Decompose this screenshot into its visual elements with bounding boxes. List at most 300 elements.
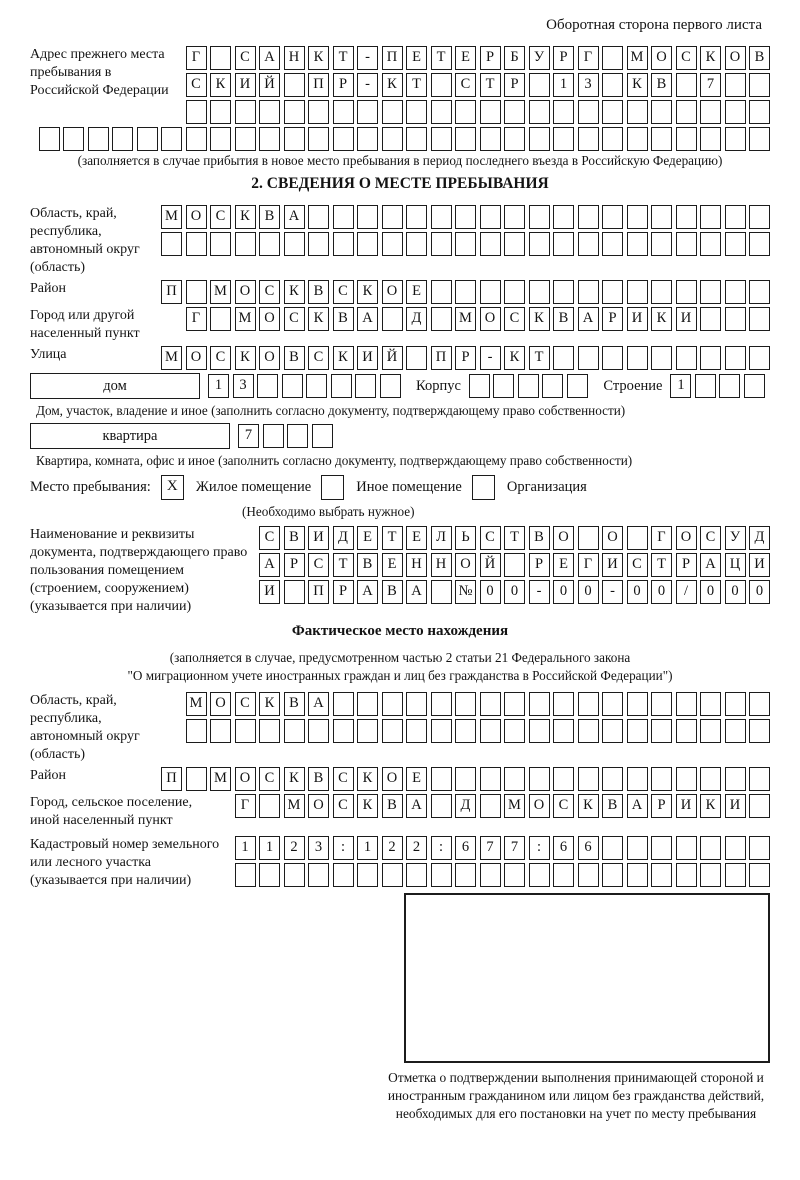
- grid-cell: С: [333, 280, 354, 304]
- street-row: [158, 346, 771, 370]
- grid-cell: [284, 863, 305, 887]
- grid-cell: [259, 794, 280, 818]
- grid-cell: 0: [700, 580, 721, 604]
- grid-cell: [749, 692, 770, 716]
- grid-cell: Г: [186, 46, 207, 70]
- grid-cell: К: [627, 73, 648, 97]
- grid-cell: [210, 100, 231, 124]
- grid-cell: [210, 127, 231, 151]
- grid-cell: [357, 863, 378, 887]
- stay-option-other-label: Иное помещение: [356, 479, 462, 495]
- grid-cell: [578, 767, 599, 791]
- grid-cell: [627, 205, 648, 229]
- page-header-note: Оборотная сторона первого листа: [546, 17, 762, 33]
- grid-cell: [529, 73, 550, 97]
- grid-cell: А: [357, 307, 378, 331]
- grid-cell: [578, 692, 599, 716]
- grid-cell: Р: [676, 553, 697, 577]
- grid-cell: А: [627, 794, 648, 818]
- cadastre-label: Кадастровый номер земельного или лесного участка (указывается при наличии): [30, 837, 220, 888]
- grid-cell: [627, 836, 648, 860]
- city-label: Город или другой населенный пункт: [30, 308, 140, 341]
- grid-cell: [406, 863, 427, 887]
- grid-cell: О: [186, 346, 207, 370]
- grid-cell: [542, 374, 563, 398]
- grid-cell: [333, 100, 354, 124]
- grid-cell: И: [259, 580, 280, 604]
- grid-cell: [480, 719, 501, 743]
- grid-cell: [308, 127, 329, 151]
- actual-district-row: [158, 767, 771, 791]
- grid-cell: [676, 205, 697, 229]
- grid-cell: О: [210, 692, 231, 716]
- cadastre-row-2: [231, 863, 770, 887]
- grid-cell: [235, 719, 256, 743]
- grid-cell: Е: [357, 526, 378, 550]
- grid-cell: 6: [578, 836, 599, 860]
- grid-cell: 1: [553, 73, 574, 97]
- grid-cell: [333, 719, 354, 743]
- grid-cell: [504, 767, 525, 791]
- grid-cell: [431, 580, 452, 604]
- section3-heading: Фактическое место нахождения: [291, 623, 509, 639]
- grid-cell: [725, 346, 746, 370]
- grid-cell: [210, 719, 231, 743]
- grid-cell: [578, 127, 599, 151]
- grid-cell: [529, 127, 550, 151]
- grid-cell: А: [357, 580, 378, 604]
- grid-cell: С: [480, 526, 501, 550]
- grid-cell: [725, 307, 746, 331]
- grid-cell: [602, 767, 623, 791]
- grid-cell: Р: [333, 73, 354, 97]
- grid-cell: К: [651, 307, 672, 331]
- grid-cell: 0: [553, 580, 574, 604]
- grid-cell: В: [333, 307, 354, 331]
- grid-cell: [480, 280, 501, 304]
- city-field: [30, 307, 770, 343]
- grid-cell: 1: [235, 836, 256, 860]
- grid-cell: [263, 424, 284, 448]
- grid-cell: [602, 46, 623, 70]
- grid-cell: [308, 863, 329, 887]
- grid-cell: К: [504, 346, 525, 370]
- grid-cell: [259, 100, 280, 124]
- grid-cell: Г: [235, 794, 256, 818]
- grid-cell: У: [725, 526, 746, 550]
- grid-cell: П: [308, 580, 329, 604]
- grid-cell: [431, 692, 452, 716]
- grid-cell: [504, 232, 525, 256]
- grid-cell: [455, 719, 476, 743]
- region-label: Область, край, республика, автономный округ (область): [30, 206, 140, 275]
- grid-cell: [651, 232, 672, 256]
- document-row-1: [256, 526, 771, 550]
- grid-cell: [382, 863, 403, 887]
- grid-cell: [553, 232, 574, 256]
- grid-cell: Е: [406, 280, 427, 304]
- grid-cell: [651, 836, 672, 860]
- grid-cell: [455, 232, 476, 256]
- grid-cell: [308, 232, 329, 256]
- grid-cell: [235, 127, 256, 151]
- grid-cell: :: [529, 836, 550, 860]
- previous-address-row-4: [30, 127, 770, 151]
- grid-cell: Т: [382, 526, 403, 550]
- grid-cell: [602, 346, 623, 370]
- grid-cell: [553, 692, 574, 716]
- grid-cell: [578, 719, 599, 743]
- grid-cell: К: [700, 794, 721, 818]
- grid-cell: [578, 232, 599, 256]
- grid-cell: К: [357, 794, 378, 818]
- grid-cell: 7: [480, 836, 501, 860]
- grid-cell: [504, 553, 525, 577]
- grid-cell: Й: [382, 346, 403, 370]
- grid-cell: 7: [504, 836, 525, 860]
- grid-cell: [725, 73, 746, 97]
- grid-cell: [333, 232, 354, 256]
- grid-cell: [676, 232, 697, 256]
- actual-region-field: [30, 692, 770, 764]
- grid-cell: [504, 692, 525, 716]
- grid-cell: [676, 767, 697, 791]
- grid-cell: [480, 863, 501, 887]
- grid-cell: М: [210, 767, 231, 791]
- grid-cell: [627, 719, 648, 743]
- grid-cell: [331, 374, 352, 398]
- grid-cell: [749, 205, 770, 229]
- grid-cell: [284, 232, 305, 256]
- grid-cell: [700, 767, 721, 791]
- grid-cell: [749, 794, 770, 818]
- grid-cell: П: [161, 280, 182, 304]
- grid-cell: [529, 692, 550, 716]
- grid-cell: [382, 307, 403, 331]
- grid-cell: [480, 692, 501, 716]
- grid-cell: [627, 767, 648, 791]
- stay-type-note: (Необходимо выбрать нужное): [242, 504, 415, 519]
- grid-cell: [333, 205, 354, 229]
- stay-option-housing-checkbox: X: [161, 475, 184, 500]
- grid-cell: [553, 767, 574, 791]
- apartment-box: квартира: [30, 423, 230, 449]
- grid-cell: -: [480, 346, 501, 370]
- grid-cell: [749, 346, 770, 370]
- grid-cell: М: [627, 46, 648, 70]
- grid-cell: -: [357, 46, 378, 70]
- grid-cell: [504, 127, 525, 151]
- grid-cell: 7: [238, 424, 259, 448]
- grid-cell: [308, 100, 329, 124]
- grid-cell: [308, 205, 329, 229]
- grid-cell: [235, 232, 256, 256]
- region-grid: [158, 205, 771, 256]
- grid-cell: [725, 232, 746, 256]
- previous-address-row-3: [182, 100, 770, 124]
- grid-cell: С: [259, 526, 280, 550]
- cadastre-row-1: [231, 836, 770, 860]
- grid-cell: В: [357, 553, 378, 577]
- grid-cell: [651, 205, 672, 229]
- grid-cell: [725, 863, 746, 887]
- document-row-3: [256, 580, 771, 604]
- stay-type-label: Место пребывания:: [30, 479, 151, 495]
- grid-cell: [406, 205, 427, 229]
- grid-cell: С: [186, 73, 207, 97]
- grid-cell: 3: [233, 374, 254, 398]
- grid-cell: Г: [578, 46, 599, 70]
- grid-cell: Д: [455, 794, 476, 818]
- grid-cell: Т: [480, 73, 501, 97]
- grid-cell: [284, 127, 305, 151]
- grid-cell: К: [529, 307, 550, 331]
- grid-cell: [651, 767, 672, 791]
- grid-cell: [406, 692, 427, 716]
- grid-cell: 1: [259, 836, 280, 860]
- grid-cell: [553, 205, 574, 229]
- grid-cell: [651, 863, 672, 887]
- grid-cell: О: [235, 767, 256, 791]
- grid-cell: [480, 767, 501, 791]
- grid-cell: И: [676, 307, 697, 331]
- grid-cell: [257, 374, 278, 398]
- grid-cell: [186, 127, 207, 151]
- grid-cell: [719, 374, 740, 398]
- grid-cell: [480, 232, 501, 256]
- grid-cell: [380, 374, 401, 398]
- grid-cell: [700, 100, 721, 124]
- grid-cell: М: [186, 692, 207, 716]
- grid-cell: [602, 100, 623, 124]
- grid-cell: [137, 127, 158, 151]
- grid-cell: Е: [382, 553, 403, 577]
- grid-cell: 1: [670, 374, 691, 398]
- grid-cell: [651, 127, 672, 151]
- grid-cell: [700, 836, 721, 860]
- grid-cell: [431, 205, 452, 229]
- grid-cell: А: [308, 692, 329, 716]
- grid-cell: [567, 374, 588, 398]
- grid-cell: [700, 863, 721, 887]
- grid-cell: [455, 100, 476, 124]
- grid-cell: [357, 719, 378, 743]
- grid-cell: [695, 374, 716, 398]
- grid-cell: Д: [333, 526, 354, 550]
- grid-cell: Н: [406, 553, 427, 577]
- grid-cell: [578, 100, 599, 124]
- grid-cell: [749, 767, 770, 791]
- grid-cell: О: [651, 46, 672, 70]
- document-label: Наименование и реквизиты документа, подтверждающего право пользования помещением (строением, сооружением) (указывается при наличии): [30, 527, 248, 614]
- grid-cell: [627, 863, 648, 887]
- grid-cell: [529, 863, 550, 887]
- grid-cell: [553, 863, 574, 887]
- grid-cell: [602, 863, 623, 887]
- grid-cell: И: [725, 794, 746, 818]
- stroenie-label: Строение: [603, 378, 663, 394]
- grid-cell: -: [602, 580, 623, 604]
- grid-cell: С: [333, 767, 354, 791]
- grid-cell: Г: [578, 553, 599, 577]
- grid-cell: К: [333, 346, 354, 370]
- grid-cell: [333, 127, 354, 151]
- grid-cell: [602, 692, 623, 716]
- grid-cell: [700, 205, 721, 229]
- grid-cell: [676, 692, 697, 716]
- grid-cell: А: [259, 553, 280, 577]
- grid-cell: С: [504, 307, 525, 331]
- grid-cell: К: [578, 794, 599, 818]
- grid-cell: И: [627, 307, 648, 331]
- section2-heading: 2. СВЕДЕНИЯ О МЕСТЕ ПРЕБЫВАНИЯ: [251, 175, 549, 192]
- grid-cell: 3: [308, 836, 329, 860]
- grid-cell: Е: [455, 46, 476, 70]
- grid-cell: С: [259, 767, 280, 791]
- grid-cell: [161, 232, 182, 256]
- grid-cell: К: [308, 307, 329, 331]
- grid-cell: [406, 719, 427, 743]
- grid-cell: В: [308, 767, 329, 791]
- grid-cell: О: [480, 307, 501, 331]
- document-field: [30, 526, 770, 616]
- grid-cell: [431, 280, 452, 304]
- grid-cell: [284, 580, 305, 604]
- grid-cell: С: [308, 346, 329, 370]
- district-field: [30, 280, 770, 304]
- grid-cell: [455, 205, 476, 229]
- grid-cell: А: [406, 794, 427, 818]
- actual-region-label: Область, край, республика, автономный округ (область): [30, 693, 140, 762]
- document-grid: [256, 526, 771, 604]
- grid-cell: [504, 205, 525, 229]
- grid-cell: [749, 719, 770, 743]
- grid-cell: [700, 692, 721, 716]
- grid-cell: [700, 307, 721, 331]
- grid-cell: Т: [504, 526, 525, 550]
- grid-cell: [357, 205, 378, 229]
- grid-cell: [553, 280, 574, 304]
- grid-cell: 2: [406, 836, 427, 860]
- grid-cell: Ц: [725, 553, 746, 577]
- grid-cell: М: [161, 346, 182, 370]
- cadastre-grid: [231, 836, 770, 887]
- grid-cell: И: [676, 794, 697, 818]
- grid-cell: [529, 232, 550, 256]
- grid-cell: С: [284, 307, 305, 331]
- grid-cell: [469, 374, 490, 398]
- grid-cell: /: [676, 580, 697, 604]
- grid-cell: [578, 526, 599, 550]
- grid-cell: М: [235, 307, 256, 331]
- stay-option-organization-label: Организация: [506, 479, 587, 495]
- grid-cell: Е: [406, 526, 427, 550]
- grid-cell: [749, 307, 770, 331]
- grid-cell: [529, 100, 550, 124]
- grid-cell: [602, 280, 623, 304]
- grid-cell: О: [259, 307, 280, 331]
- grid-cell: В: [749, 46, 770, 70]
- grid-cell: [259, 127, 280, 151]
- grid-cell: Р: [333, 580, 354, 604]
- grid-cell: [725, 280, 746, 304]
- grid-cell: [186, 719, 207, 743]
- region-field: [30, 205, 770, 277]
- house-box: дом: [30, 373, 200, 399]
- document-row-2: [256, 553, 771, 577]
- grid-cell: [676, 73, 697, 97]
- previous-address-label: Адрес прежнего места пребывания в Российской Федерации: [30, 47, 169, 98]
- grid-cell: [480, 794, 501, 818]
- grid-cell: 7: [700, 73, 721, 97]
- grid-cell: [744, 374, 765, 398]
- grid-cell: М: [284, 794, 305, 818]
- grid-cell: 1: [208, 374, 229, 398]
- grid-cell: К: [284, 280, 305, 304]
- grid-cell: Г: [186, 307, 207, 331]
- grid-cell: [700, 346, 721, 370]
- grid-cell: А: [259, 46, 280, 70]
- actual-region-row-2: [182, 719, 770, 743]
- grid-cell: [333, 863, 354, 887]
- grid-cell: О: [676, 526, 697, 550]
- grid-cell: [186, 767, 207, 791]
- grid-cell: П: [382, 46, 403, 70]
- grid-cell: 1: [357, 836, 378, 860]
- grid-cell: А: [284, 205, 305, 229]
- grid-cell: И: [308, 526, 329, 550]
- grid-cell: К: [235, 346, 256, 370]
- grid-cell: Г: [651, 526, 672, 550]
- grid-cell: [602, 205, 623, 229]
- region-row-2: [158, 232, 771, 256]
- grid-cell: Д: [406, 307, 427, 331]
- grid-cell: В: [382, 580, 403, 604]
- grid-cell: О: [259, 346, 280, 370]
- grid-cell: [676, 127, 697, 151]
- grid-cell: [627, 526, 648, 550]
- grid-cell: У: [529, 46, 550, 70]
- grid-cell: -: [357, 73, 378, 97]
- grid-cell: А: [700, 553, 721, 577]
- actual-city-field: [30, 794, 770, 830]
- grid-cell: Ь: [455, 526, 476, 550]
- grid-cell: 0: [480, 580, 501, 604]
- grid-cell: [480, 100, 501, 124]
- grid-cell: [406, 346, 427, 370]
- grid-cell: [529, 280, 550, 304]
- korpus-label: Корпус: [416, 378, 461, 394]
- grid-cell: [749, 73, 770, 97]
- grid-cell: К: [259, 692, 280, 716]
- grid-cell: [529, 205, 550, 229]
- grid-cell: О: [602, 526, 623, 550]
- grid-cell: 0: [651, 580, 672, 604]
- grid-cell: [676, 346, 697, 370]
- grid-cell: [725, 205, 746, 229]
- grid-cell: [627, 232, 648, 256]
- grid-cell: И: [357, 346, 378, 370]
- grid-cell: 2: [284, 836, 305, 860]
- house-number-cells: [208, 374, 404, 398]
- grid-cell: [406, 127, 427, 151]
- confirmation-stamp-caption: Отметка о подтверждении выполнения принимающей стороной и иностранным гражданином или лицом без гражданства действий, необходимых для его постановки на учет по месту пребывания: [387, 1070, 765, 1121]
- grid-cell: [431, 232, 452, 256]
- grid-cell: [431, 307, 452, 331]
- grid-cell: Т: [651, 553, 672, 577]
- stay-type-field: [30, 475, 770, 500]
- cadastre-field: [30, 836, 770, 890]
